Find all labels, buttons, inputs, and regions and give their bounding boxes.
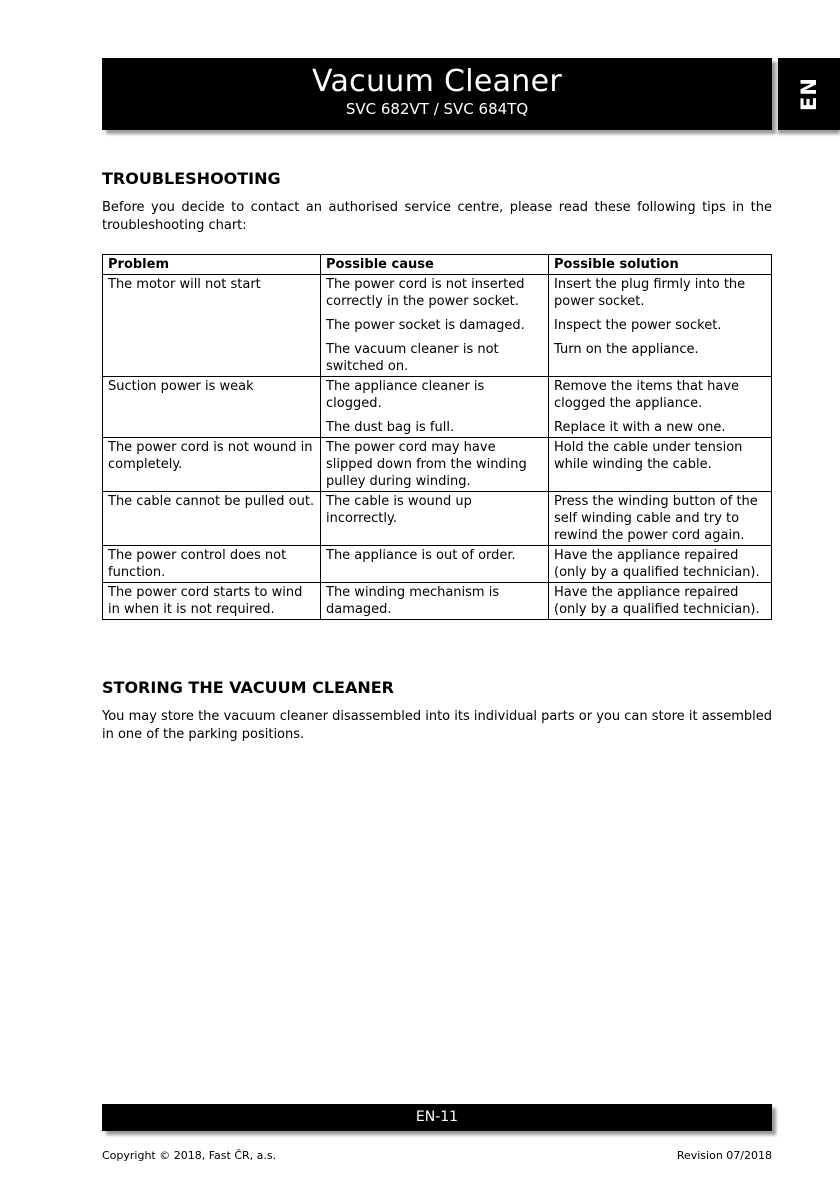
- troubleshooting-table: [102, 254, 772, 620]
- troubleshooting-intro: Before you decide to contact an authorised service centre, please read these following tips in the troubleshooting chart:: [102, 200, 772, 233]
- storing-heading: STORING THE VACUUM CLEANER: [102, 678, 394, 697]
- cause-cell: [321, 377, 549, 438]
- column-header-problem: Problem: [103, 255, 321, 275]
- table-row: [103, 275, 772, 377]
- column-header-solution: Possible solution: [549, 255, 772, 275]
- solution-cell: Have the appliance repaired (only by a qualified technician).: [549, 583, 772, 620]
- problem-cell: The power cord starts to wind in when it is not required.: [103, 583, 321, 620]
- solution-cell: Have the appliance repaired (only by a qualified technician).: [549, 546, 772, 583]
- problem-cell: [103, 275, 321, 377]
- language-label: EN: [797, 77, 821, 111]
- cause-cell: [321, 275, 549, 377]
- problem-text: Suction power is weak: [108, 379, 254, 394]
- troubleshooting-heading: TROUBLESHOOTING: [102, 169, 281, 188]
- problem-cell: [103, 377, 321, 438]
- cause-text: The appliance cleaner is clogged.: [326, 379, 485, 411]
- solution-cell: [549, 377, 772, 438]
- cause-text: The vacuum cleaner is not switched on.: [326, 342, 499, 374]
- copyright-notice: Copyright © 2018, Fast ČR, a.s.: [102, 1149, 277, 1162]
- cause-text: The dust bag is full.: [326, 420, 455, 435]
- storing-text: You may store the vacuum cleaner disassembled into its individual parts or you can store it assembled in one of the parking positions.: [102, 709, 772, 742]
- cause-cell: The winding mechanism is damaged.: [321, 583, 549, 620]
- solution-text: Remove the items that have clogged the appliance.: [554, 379, 740, 411]
- solution-text: Insert the plug firmly into the power socket.: [554, 277, 746, 309]
- solution-cell: Press the winding button of the self winding cable and try to rewind the power cord again.: [549, 492, 772, 546]
- cause-cell: The cable is wound up incorrectly.: [321, 492, 549, 546]
- page-number-bar: [102, 1104, 772, 1131]
- solution-text: Replace it with a new one.: [554, 420, 726, 435]
- problem-cell: The power control does not function.: [103, 546, 321, 583]
- cause-cell: The appliance is out of order.: [321, 546, 549, 583]
- problem-text: The motor will not start: [108, 277, 261, 292]
- table-row: [103, 438, 772, 492]
- page-number: EN-11: [415, 1109, 459, 1125]
- cause-text: The power cord is not inserted correctly in the power socket.: [326, 277, 525, 309]
- solution-text: Inspect the power socket.: [554, 318, 722, 333]
- solution-cell: [549, 275, 772, 377]
- solution-text: Turn on the appliance.: [554, 342, 699, 357]
- page-header: [102, 58, 772, 130]
- table-row: [103, 546, 772, 583]
- cause-cell: The power cord may have slipped down from the winding pulley during winding.: [321, 438, 549, 492]
- table-row: [103, 377, 772, 438]
- table-row: [103, 492, 772, 546]
- solution-cell: Hold the cable under tension while winding the cable.: [549, 438, 772, 492]
- problem-cell: The cable cannot be pulled out.: [103, 492, 321, 546]
- document-title: Vacuum Cleaner: [312, 64, 562, 99]
- column-header-cause: Possible cause: [321, 255, 549, 275]
- cause-text: The power socket is damaged.: [326, 318, 525, 333]
- revision-label: Revision 07/2018: [676, 1149, 772, 1162]
- table-row: [103, 583, 772, 620]
- problem-cell: The power cord is not wound in completely.: [103, 438, 321, 492]
- model-subtitle: SVC 682VT / SVC 684TQ: [345, 100, 529, 118]
- table-header-row: [103, 255, 772, 275]
- language-tab: [778, 58, 840, 130]
